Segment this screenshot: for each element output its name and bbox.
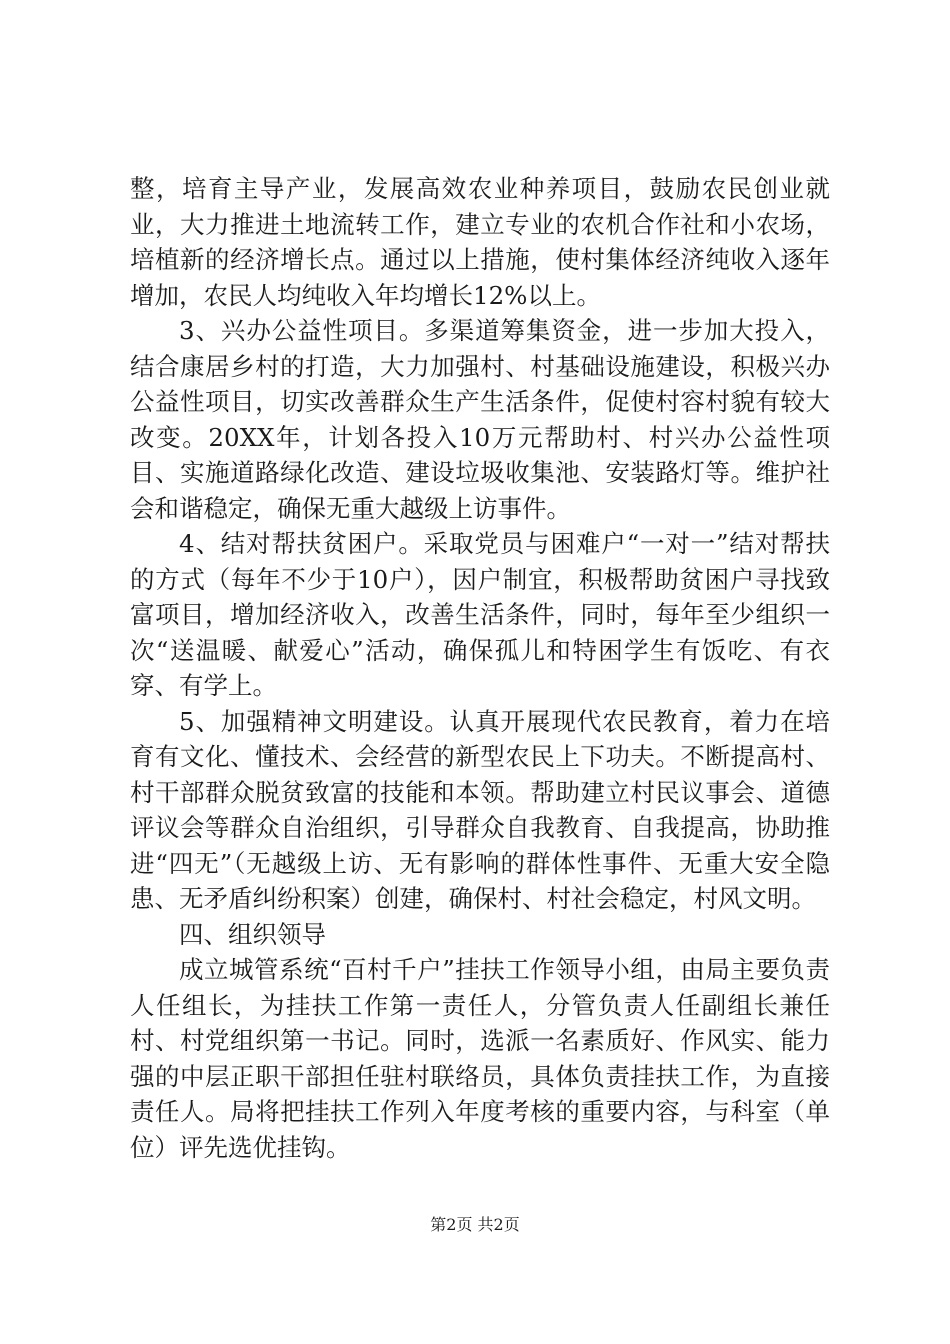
paragraph-public-welfare-projects: 3、兴办公益性项目。多渠道筹集资金，进一步加大投入，结合康居乡村的打造，大力加强村、村基础设施建设，积极兴办公益性项目，切实改善群众生产生活条件，促使村容村貌有较大改变。20XX年，计划各投入10万元帮助村、村兴办公益性项目、实施道路绿化改造、建设垃圾收集池、安装路灯等。维护社会和谐稳定，确保无重大越级上访事件。 xyxy=(130,316,830,523)
page-number-footer: 第2页 共2页 xyxy=(430,1215,520,1234)
paragraph-leadership-group: 成立城管系统“百村千户”挂扶工作领导小组，由局主要负责人任组长，为挂扶工作第一责任人，分管负责人任副组长兼任村、村党组织第一书记。同时，选派一名素质好、作风实、能力强的中层正职干部担任驻村联络员，具体负责挂扶工作，为直接责任人。局将把挂扶工作列入年度考核的重要内容，与科室（单位）评先选优挂钩。 xyxy=(130,955,830,1162)
section-heading-organization: 四、组织领导 xyxy=(179,919,326,949)
paragraph-continuation: 整，培育主导产业，发展高效农业种养项目，鼓励农民创业就业，大力推进土地流转工作，建立专业的农机合作社和小农场，培植新的经济增长点。通过以上措施，使村集体经济纯收入逐年增加，农民人均纯收入年均增长12%以上。 xyxy=(130,174,830,310)
document-body xyxy=(130,171,830,1165)
paragraph-spiritual-civilization: 5、加强精神文明建设。认真开展现代农民教育，着力在培育有文化、懂技术、会经营的新型农民上下功夫。不断提高村、村干部群众脱贫致富的技能和本领。帮助建立村民议事会、道德评议会等群众自治组织，引导群众自我教育、自我提高，协助推进“四无”（无越级上访、无有影响的群体性事件、无重大安全隐患、无矛盾纠纷积案）创建，确保村、村社会稳定，村风文明。 xyxy=(130,706,830,913)
paragraph-poverty-assistance: 4、结对帮扶贫困户。采取党员与困难户“一对一”结对帮扶的方式（每年不少于10户），因户制宜，积极帮助贫困户寻找致富项目，增加经济收入，改善生活条件，同时，每年至少组织一次“送温暖、献爱心”活动，确保孤儿和特困学生有饭吃、有衣穿、有学上。 xyxy=(130,529,830,700)
